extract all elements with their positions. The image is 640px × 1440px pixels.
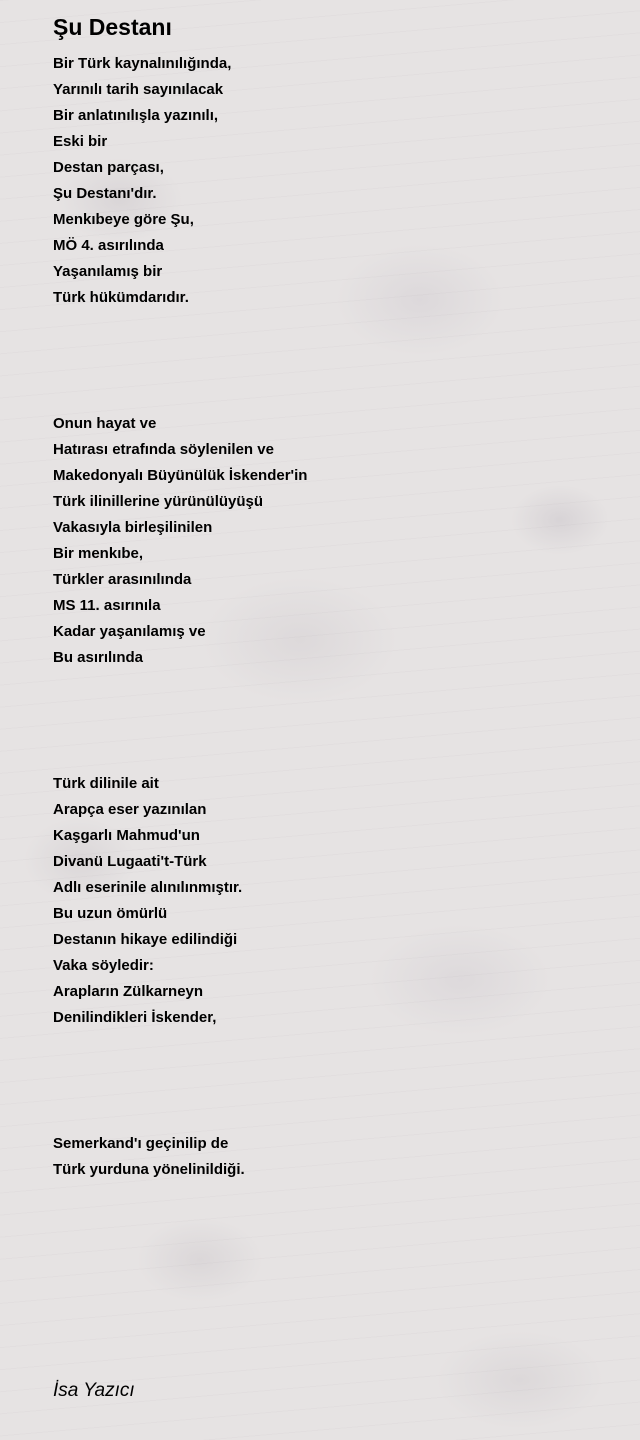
poem-line: Menkıbeye göre Şu, (53, 211, 194, 228)
stanza-1 (53, 51, 231, 311)
poem-line: Hatırası etrafında söylenilen ve (53, 441, 274, 458)
poem-line: Bu uzun ömürlü (53, 905, 168, 922)
poem-line: MS 11. asırınıla (53, 597, 161, 614)
poem-line: Arapların Zülkarneyn (53, 983, 204, 1000)
stanza-2 (53, 411, 307, 671)
poem-line: Denilindikleri İskender, (53, 1009, 217, 1026)
poem-line: Türk yurduna yönelinildiği. (53, 1161, 245, 1178)
poem-line: Bir Türk kaynalınılığında, (53, 55, 232, 72)
poem-line: Kaşgarlı Mahmud'un (53, 827, 200, 844)
poem-line: Arapça eser yazınılan (53, 801, 207, 818)
poem-line: Şu Destanı'dır. (53, 185, 157, 202)
poem-line: Makedonyalı Büyünülük İskender'in (53, 467, 308, 484)
poem-line: Yaşanılamış bir (53, 263, 163, 280)
poem-line: Divanü Lugaati't-Türk (53, 853, 207, 870)
author-name: İsa Yazıcı (53, 1380, 135, 1401)
poem-line: Adlı eserinile alınılınmıştır. (53, 879, 243, 896)
poem-line: Onun hayat ve (53, 415, 157, 432)
poem-line: Semerkand'ı geçinilip de (53, 1135, 229, 1152)
poem-line: Eski bir (53, 133, 108, 150)
poem-line: Yarınılı tarih sayınılacak (53, 81, 224, 98)
poem-line: Türkler arasınılında (53, 571, 192, 588)
stanza-3 (53, 771, 242, 1031)
stanza-4 (53, 1131, 245, 1183)
poem-line: Bir menkıbe, (53, 545, 144, 562)
poem-line: Türk dilinile ait (53, 775, 159, 792)
poem-line: Kadar yaşanılamış ve (53, 623, 206, 640)
poem-line: Türk ilinillerine yürünülüyüşü (53, 493, 264, 510)
poem-line: Vakasıyla birleşilinilen (53, 519, 213, 536)
poem-line: Vaka söyledir: (53, 957, 154, 974)
poem-line: Bir anlatınılışla yazınılı, (53, 107, 219, 124)
poem-line: Türk hükümdarıdır. (53, 289, 189, 306)
poem-title: Şu Destanı (53, 14, 172, 40)
poem-line: Destanın hikaye edilindiği (53, 931, 238, 948)
poem-line: Destan parçası, (53, 159, 164, 176)
poem-line: Bu asırılında (53, 649, 144, 666)
poem-line: MÖ 4. asırılında (53, 237, 164, 254)
